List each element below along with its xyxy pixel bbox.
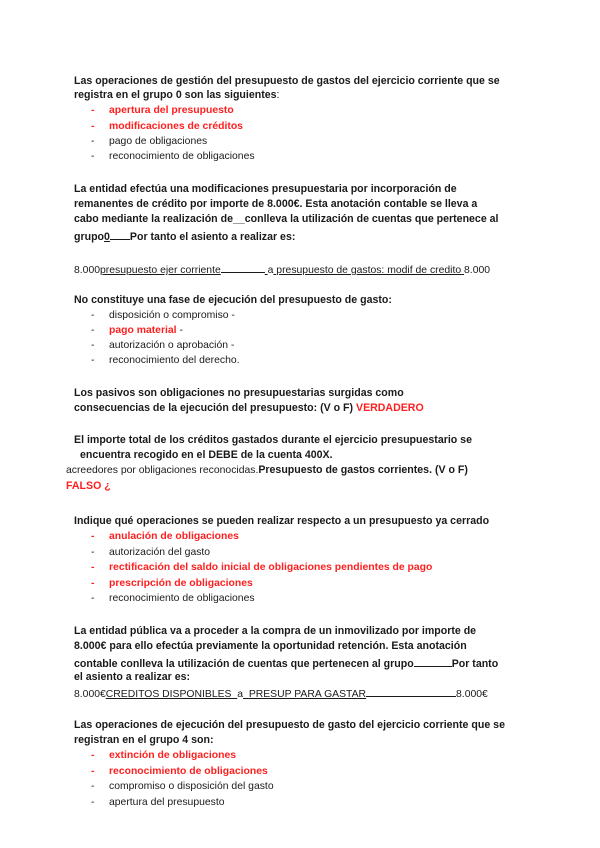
list-item-text: disposición o compromiso - — [109, 310, 235, 321]
list-dash: - — [91, 547, 95, 558]
list-dash: - — [91, 562, 95, 573]
list-item-text: reconocimiento de obligaciones — [109, 593, 255, 604]
q4-answer: VERDADERO — [356, 402, 424, 414]
entry-amount-right: 8.000 — [464, 265, 491, 276]
list-item-text: reconocimiento de obligaciones — [109, 151, 255, 162]
entry-connector: a — [267, 265, 274, 276]
q5-text-normal: acreedores por obligaciones reconocidas. — [66, 465, 259, 476]
list-item-text: extinción de obligaciones — [109, 750, 237, 761]
entry-connector: a — [237, 689, 244, 700]
question-1-line-2 — [74, 88, 279, 103]
list-item-text: autorización o aprobación - — [109, 340, 235, 351]
entry-credit-account: presupuesto de gastos: modif de credito — [276, 265, 462, 276]
list-dash: - — [91, 121, 95, 132]
list-dash: - — [91, 797, 95, 808]
list-dash: - — [91, 151, 95, 162]
question-8-line-2: registran en el grupo 4 son: — [74, 734, 214, 746]
question-6-title: Indique qué operaciones se pueden realizar respecto a un presupuesto ya cerrado — [74, 515, 490, 527]
blank-line — [221, 261, 265, 273]
list-item-text: reconocimiento del derecho. — [109, 355, 240, 366]
entry-debit-account: CREDITOS DISPONIBLES — [105, 689, 232, 700]
q2-text-tail: Por tanto el asiento a realizar es: — [129, 231, 296, 243]
question-2-line-4 — [74, 228, 295, 245]
question-8-line-1: Las operaciones de ejecución del presupuesto de gasto del ejercicio corriente que se — [74, 719, 505, 731]
blank-line — [110, 228, 130, 240]
list-item-text: apertura del presupuesto — [109, 797, 225, 808]
journal-entry-2 — [74, 685, 488, 702]
list-item-text: reconocimiento de obligaciones — [109, 766, 268, 777]
question-4-line-2 — [74, 401, 424, 416]
list-dash: - — [91, 340, 95, 351]
list-item-text: prescripción de obligaciones — [109, 578, 253, 589]
question-5-line-3 — [66, 463, 468, 478]
blank-line — [366, 685, 456, 697]
q2-text-group: grupo — [74, 231, 105, 243]
question-3-title: No constituye una fase de ejecución del presupuesto de gasto: — [74, 294, 392, 306]
list-dash: - — [91, 355, 95, 366]
list-item-suffix: - — [176, 325, 183, 336]
q5-answer: FALSO ¿ — [66, 480, 111, 492]
list-dash: - — [91, 750, 95, 761]
list-dash: - — [91, 310, 95, 321]
question-5-line-1: El importe total de los créditos gastados durante el ejercicio presupuestario se — [74, 434, 472, 446]
question-2-line-2: remanentes de crédito por importe de 8.000€. Esta anotación contable se lleva a — [74, 198, 478, 210]
blank-line — [414, 655, 452, 667]
list-item-text: rectificación del saldo inicial de obligaciones pendientes de pago — [109, 562, 433, 573]
list-dash: - — [91, 766, 95, 777]
list-item-text: modificaciones de créditos — [109, 121, 243, 132]
entry-credit-account: PRESUP PARA GASTAR — [248, 689, 367, 700]
list-item-text: compromiso o disposición del gasto — [109, 781, 274, 792]
list-item-text: anulación de obligaciones — [109, 531, 239, 542]
question-1-line-1: Las operaciones de gestión del presupuesto de gastos del ejercicio corriente que se — [74, 75, 500, 87]
q7-text-group: contable conlleva la utilización de cuentas que pertenecen al grupo — [74, 658, 414, 670]
q4-text: consecuencias de la ejecución del presupuesto: (V o F) — [74, 402, 354, 414]
question-7-line-1: La entidad pública va a proceder a la compra de un inmovilizado por importe de — [74, 625, 477, 637]
journal-entry-1 — [74, 261, 490, 278]
list-dash: - — [91, 531, 95, 542]
list-item-text: autorización del gasto — [109, 547, 211, 558]
question-7-line-2: 8.000€ para ello efectúa previamente la oportunidad retención. Esta anotación — [74, 640, 467, 652]
question-4-line-1: Los pasivos son obligaciones no presupuestarias surgidas como — [74, 387, 404, 399]
list-dash: - — [91, 105, 95, 116]
list-dash: - — [91, 325, 95, 336]
entry-amount-right: 8.000€ — [456, 689, 488, 700]
question-7-line-4: el asiento a realizar es: — [74, 671, 191, 683]
question-1-colon: : — [276, 89, 280, 101]
q2-group-answer: 0 — [104, 231, 110, 243]
q5-text-bold: Presupuesto de gastos corrientes. (V o F) — [258, 464, 468, 476]
list-dash: - — [91, 578, 95, 589]
question-2-line-1: La entidad efectúa una modificaciones presupuestaria por incorporación de — [74, 183, 457, 195]
list-dash: - — [91, 593, 95, 604]
q7-text-tail: Por tanto — [451, 658, 499, 670]
entry-amount-left: 8.000 — [74, 265, 101, 276]
entry-amount-left: 8.000€ — [74, 689, 106, 700]
question-2-line-3: cabo mediante la realización de__conlleva la utilización de cuentas que pertenece al — [74, 213, 499, 225]
list-item-text: apertura del presupuesto — [109, 105, 234, 116]
entry-debit-account: presupuesto ejer corriente — [100, 265, 221, 276]
list-item-text: pago de obligaciones — [109, 136, 208, 147]
question-1-line-2-text: registra en el grupo 0 son las siguientes — [74, 89, 277, 101]
list-item-text-answer: pago material — [109, 325, 177, 336]
question-5-line-2: encuentra recogido en el DEBE de la cuenta 400X. — [80, 449, 333, 461]
list-dash: - — [91, 781, 95, 792]
list-dash: - — [91, 136, 95, 147]
